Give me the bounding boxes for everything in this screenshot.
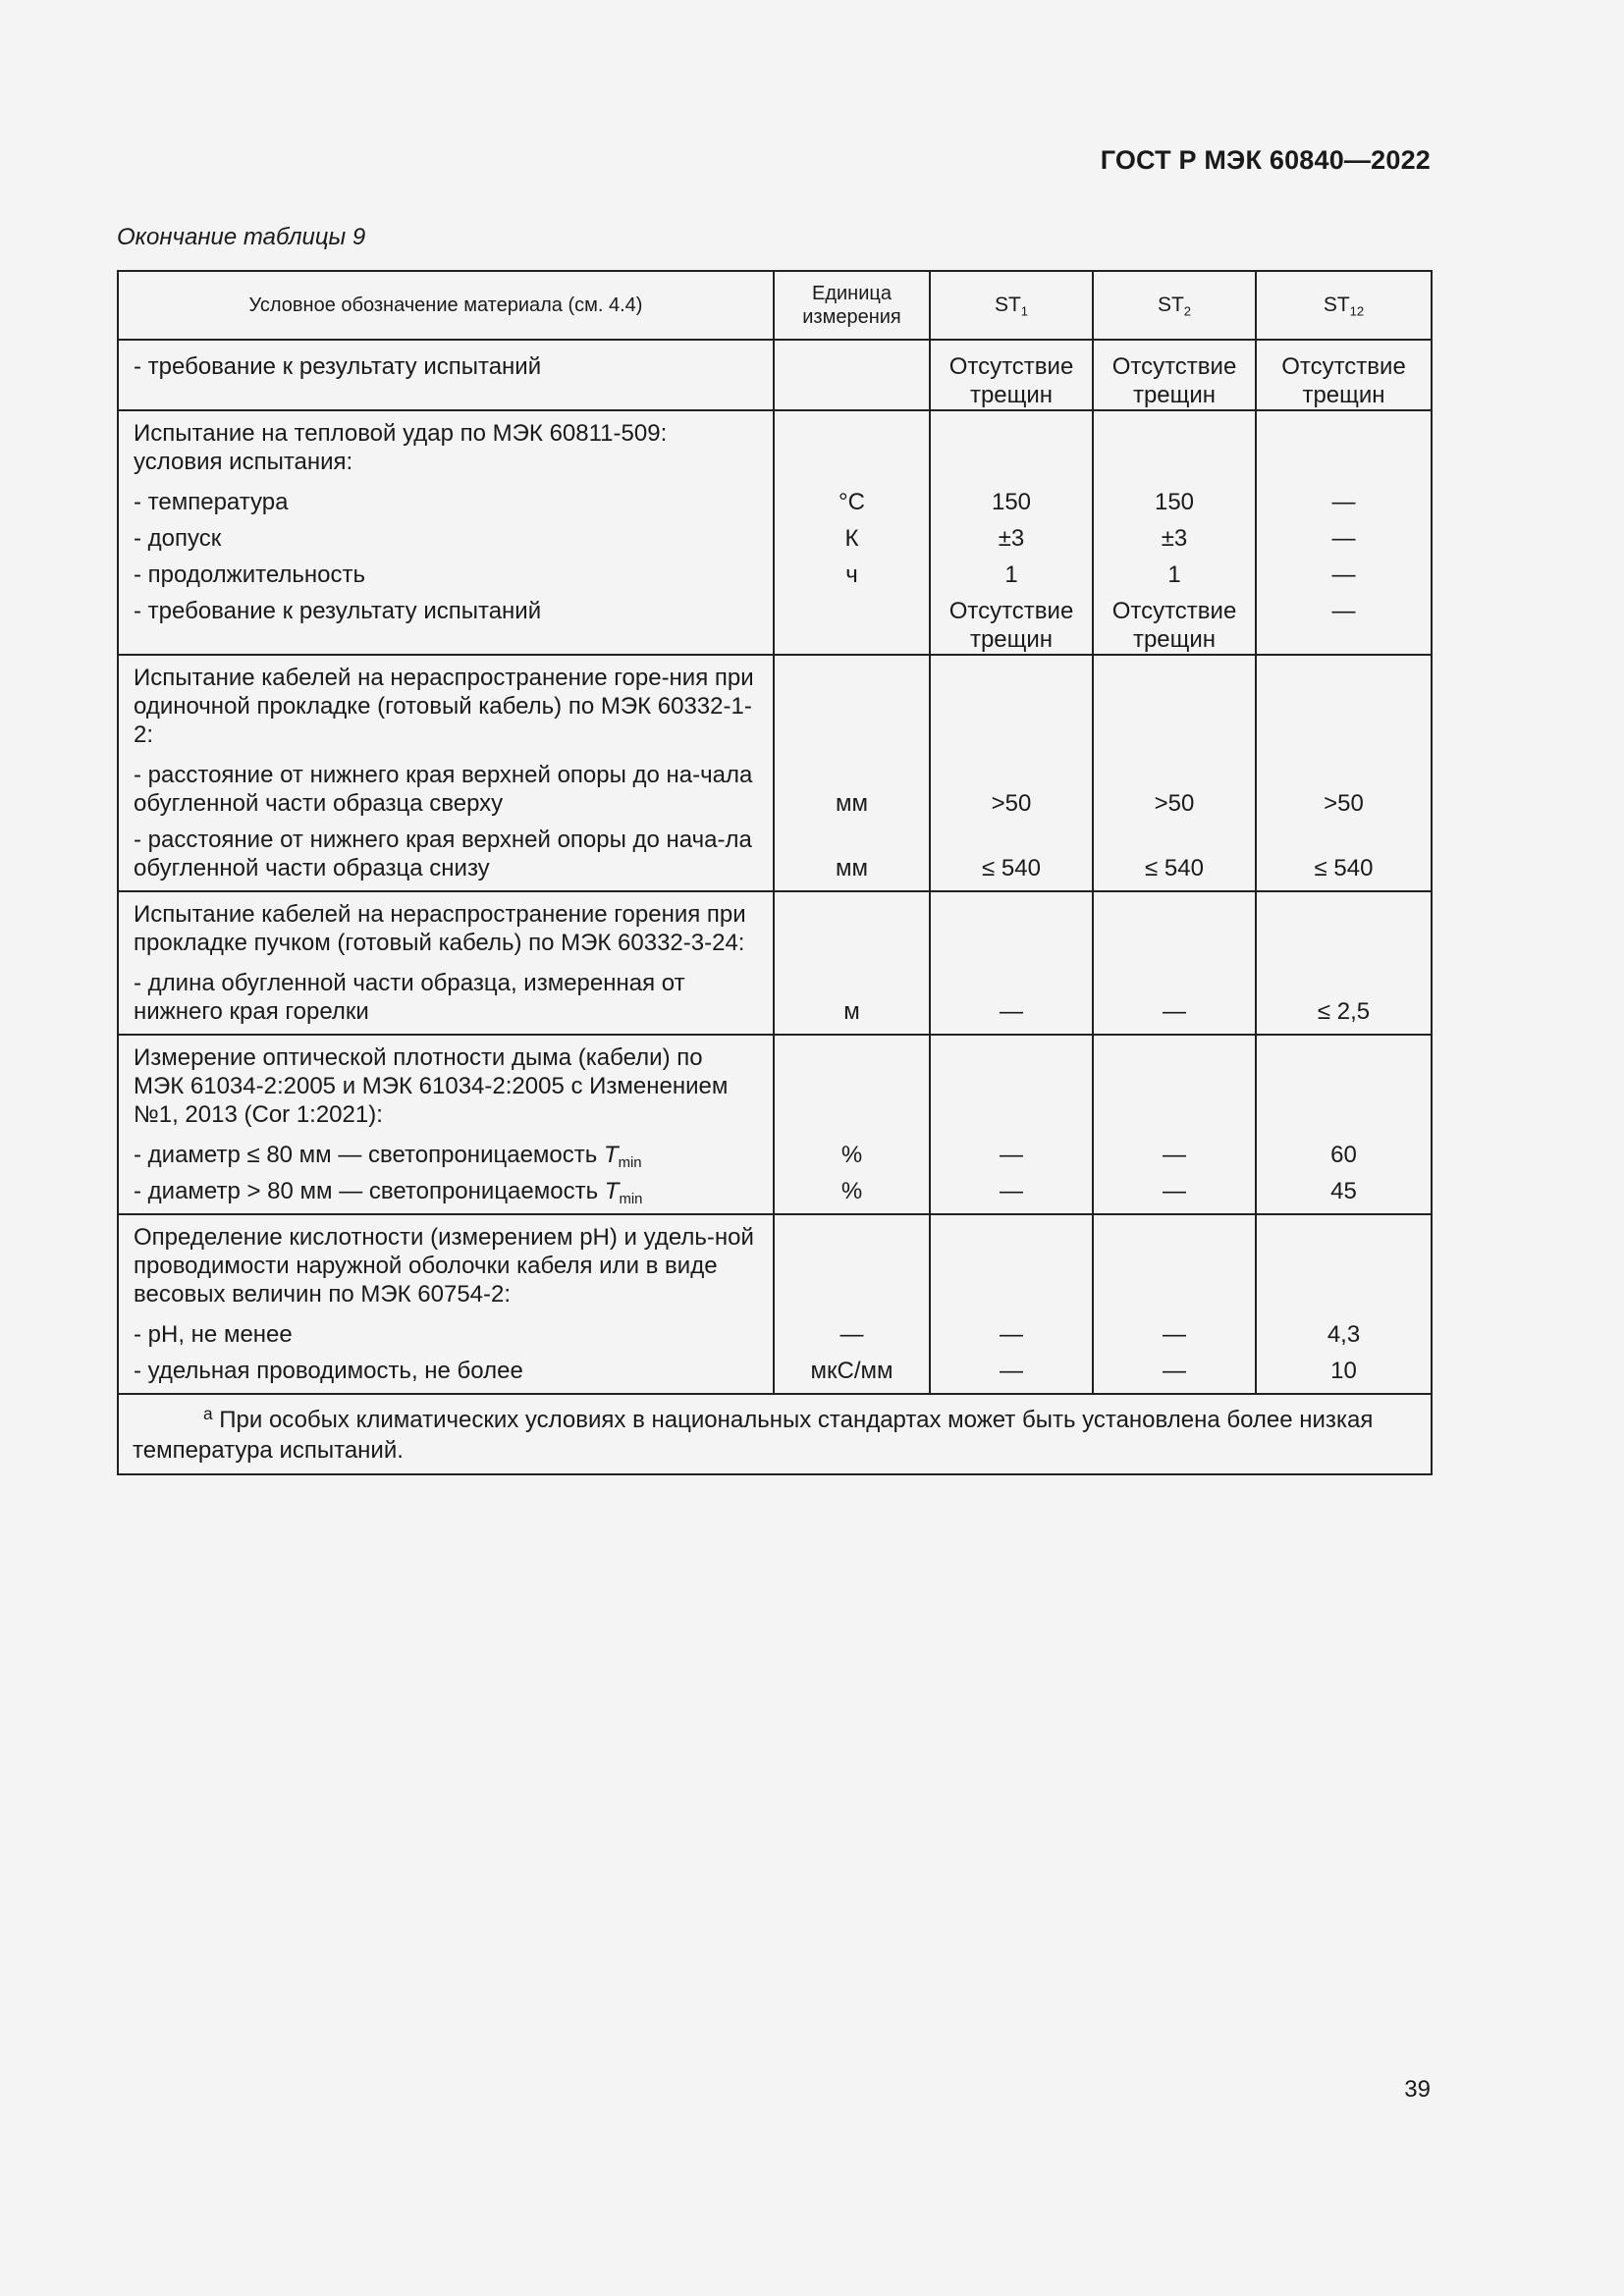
cell-st1: 150 — [930, 480, 1093, 516]
row-label: - продолжительность — [118, 553, 774, 589]
row-unit: мм — [774, 818, 930, 891]
cell-st12: — — [1256, 480, 1432, 516]
cell-st12: 60 — [1256, 1133, 1432, 1169]
row-unit: К — [774, 516, 930, 553]
table-row — [118, 818, 1432, 891]
table-row — [118, 589, 1432, 655]
table-row — [118, 345, 1432, 410]
cell-st1: — — [930, 961, 1093, 1035]
group-title: Испытание кабелей на нераспространение горе-ния при одиночной прокладке (готовый кабель) по МЭК 60332-1-2: — [118, 655, 774, 753]
cell-st2: — — [1093, 961, 1256, 1035]
row-unit: % — [774, 1169, 930, 1214]
row-label: - температура — [118, 480, 774, 516]
cell-st2: Отсутствие трещин — [1093, 589, 1256, 655]
footnote-text: При особых климатических условиях в национальных стандартах может быть установлена более низкая температура испытаний. — [133, 1407, 1374, 1464]
cell-st2: 1 — [1093, 553, 1256, 589]
table-row — [118, 1214, 1432, 1312]
table-row — [118, 1133, 1432, 1169]
row-label: - расстояние от нижнего края верхней опоры до нача-ла обугленной части образца снизу — [118, 818, 774, 891]
cell-st12: 4,3 — [1256, 1312, 1432, 1349]
row-label: - требование к результату испытаний — [118, 345, 774, 410]
table-row — [118, 1035, 1432, 1133]
cell-st2: — — [1093, 1349, 1256, 1394]
group-title: Определение кислотности (измерением pH) и удель-ной проводимости наружной оболочки кабеля или в виде весовых величин по МЭК 60754-2: — [118, 1214, 774, 1312]
group-title: Измерение оптической плотности дыма (кабели) по МЭК 61034-2:2005 и МЭК 61034-2:2005 с Изменением №1, 2013 (Cor 1:2021): — [118, 1035, 774, 1133]
cell-st1: — — [930, 1312, 1093, 1349]
table-row — [118, 961, 1432, 1035]
cell-st12: ≤ 2,5 — [1256, 961, 1432, 1035]
cell-st1: ≤ 540 — [930, 818, 1093, 891]
table-row — [118, 655, 1432, 753]
row-label: - требование к результату испытаний — [118, 589, 774, 655]
table-row — [118, 1169, 1432, 1214]
row-label: - pH, не менее — [118, 1312, 774, 1349]
row-label: - длина обугленной части образца, измеренная от нижнего края горелки — [118, 961, 774, 1035]
cell-st12: 45 — [1256, 1169, 1432, 1214]
document-id: ГОСТ Р МЭК 60840—2022 — [1100, 145, 1431, 175]
table-row — [118, 1349, 1432, 1394]
group-title: Испытание кабелей на нераспространение горения при прокладке пучком (готовый кабель) по МЭК 60332-3-24: — [118, 891, 774, 961]
row-unit: мкС/мм — [774, 1349, 930, 1394]
cell-st12: — — [1256, 553, 1432, 589]
cell-st1: Отсутствие трещин — [930, 345, 1093, 410]
cell-st2: — — [1093, 1133, 1256, 1169]
table-caption: Окончание таблицы 9 — [117, 224, 366, 250]
table-row — [118, 516, 1432, 553]
row-unit: °C — [774, 480, 930, 516]
cell-st12: >50 — [1256, 753, 1432, 818]
cell-st1: ±3 — [930, 516, 1093, 553]
footnote-marker: a — [203, 1404, 213, 1424]
cell-st12: — — [1256, 589, 1432, 655]
col-header-st2: $ST_2$ — [1093, 271, 1256, 340]
requirements-table — [117, 270, 1431, 1475]
col-header-st12: $ST_{12}$ — [1256, 271, 1432, 340]
row-unit: — — [774, 1312, 930, 1349]
row-label: - расстояние от нижнего края верхней опоры до на-чала обугленной части образца сверху — [118, 753, 774, 818]
cell-st12: Отсутствие трещин — [1256, 345, 1432, 410]
row-label: - удельная проводимость, не более — [118, 1349, 774, 1394]
cell-st2: Отсутствие трещин — [1093, 345, 1256, 410]
cell-st1: — — [930, 1349, 1093, 1394]
col-header-material: Условное обозначение материала (см. 4.4) — [118, 271, 774, 340]
cell-st1: — — [930, 1169, 1093, 1214]
cell-st12: 10 — [1256, 1349, 1432, 1394]
cell-st1: 1 — [930, 553, 1093, 589]
table-row — [118, 410, 1432, 480]
table-footnote — [118, 1394, 1432, 1474]
table-row — [118, 480, 1432, 516]
row-label: - диаметр ≤ 80 мм — светопроницаемость $T_{min}$ — [118, 1133, 774, 1169]
cell-st12: — — [1256, 516, 1432, 553]
page-number: 39 — [1404, 2076, 1431, 2103]
col-header-st1: $ST_1$ — [930, 271, 1093, 340]
row-unit: ч — [774, 553, 930, 589]
cell-st12: ≤ 540 — [1256, 818, 1432, 891]
row-unit: м — [774, 961, 930, 1035]
cell-st2: ≤ 540 — [1093, 818, 1256, 891]
cell-st2: — — [1093, 1312, 1256, 1349]
cell-st2: ±3 — [1093, 516, 1256, 553]
table-row — [118, 891, 1432, 961]
row-unit — [774, 345, 930, 410]
cell-st1: — — [930, 1133, 1093, 1169]
row-unit — [774, 589, 930, 655]
group-title: Испытание на тепловой удар по МЭК 60811-509: условия испытания: — [118, 410, 774, 480]
cell-st2: 150 — [1093, 480, 1256, 516]
col-header-unit: Единица измерения — [774, 271, 930, 340]
cell-st2: >50 — [1093, 753, 1256, 818]
row-unit: мм — [774, 753, 930, 818]
row-label: - диаметр > 80 мм — светопроницаемость $T_{min}$ — [118, 1169, 774, 1214]
table-row — [118, 553, 1432, 589]
cell-st1: >50 — [930, 753, 1093, 818]
table-row — [118, 1312, 1432, 1349]
row-unit: % — [774, 1133, 930, 1169]
row-label: - допуск — [118, 516, 774, 553]
cell-st2: — — [1093, 1169, 1256, 1214]
table-row — [118, 753, 1432, 818]
cell-st1: Отсутствие трещин — [930, 589, 1093, 655]
